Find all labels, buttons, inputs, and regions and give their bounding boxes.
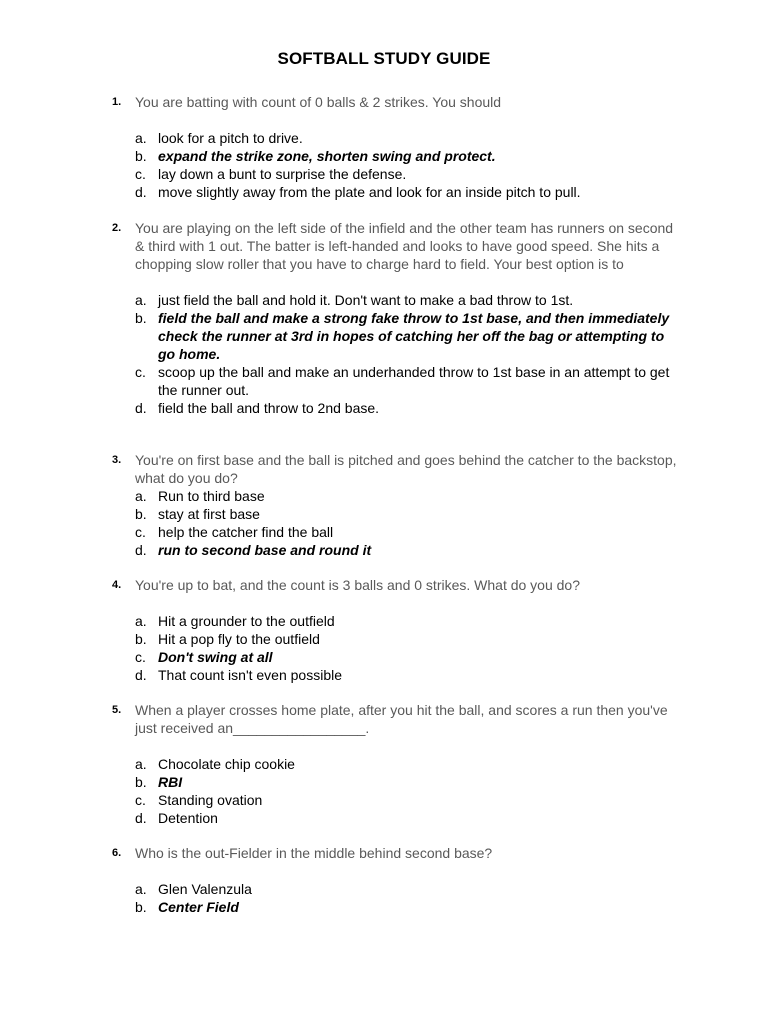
option-c bbox=[135, 523, 682, 541]
option-c bbox=[135, 791, 682, 809]
question-number: 2. bbox=[112, 222, 122, 234]
option-text: run to second base and round it bbox=[158, 542, 372, 558]
option-letter: b. bbox=[135, 631, 147, 647]
option-text: Hit a pop fly to the outfield bbox=[158, 631, 320, 647]
option-letter: c. bbox=[135, 364, 146, 380]
option-text: Glen Valenzula bbox=[158, 881, 252, 897]
option-a bbox=[135, 880, 682, 898]
option-a bbox=[135, 291, 682, 309]
option-letter: c. bbox=[135, 166, 146, 182]
question-text: You're up to bat, and the count is 3 balls and 0 strikes. What do you do? bbox=[135, 577, 580, 593]
page-title: SOFTBALL STUDY GUIDE bbox=[277, 49, 491, 68]
option-text: Standing ovation bbox=[158, 792, 263, 808]
option-a bbox=[135, 755, 682, 773]
option-text: Hit a grounder to the outfield bbox=[158, 613, 335, 629]
option-text: just field the ball and hold it. Don't want to make a bad throw to 1st. bbox=[158, 292, 574, 308]
option-a bbox=[135, 487, 682, 505]
option-text: scoop up the ball and make an underhanded throw to 1st base in an attempt to get the runner out. bbox=[158, 364, 670, 398]
option-letter: a. bbox=[135, 613, 147, 629]
question-text: When a player crosses home plate, after you hit the ball, and scores a run then you've just received an_________________. bbox=[135, 702, 668, 736]
answer-options bbox=[135, 487, 682, 559]
option-c bbox=[135, 165, 682, 183]
answer-options bbox=[135, 129, 682, 201]
question-5 bbox=[112, 701, 682, 827]
answer-options bbox=[135, 291, 682, 417]
option-b-correct bbox=[135, 898, 682, 916]
option-b bbox=[135, 505, 682, 523]
question-2 bbox=[112, 219, 682, 417]
option-b-correct bbox=[135, 147, 682, 165]
option-d bbox=[135, 809, 682, 827]
question-number: 1. bbox=[112, 96, 122, 108]
answer-options bbox=[135, 755, 682, 827]
option-b bbox=[135, 630, 682, 648]
answer-options bbox=[135, 612, 682, 684]
option-letter: d. bbox=[135, 184, 147, 200]
option-letter: a. bbox=[135, 130, 147, 146]
option-letter: a. bbox=[135, 756, 147, 772]
option-b-correct bbox=[135, 309, 682, 363]
question-number: 6. bbox=[112, 847, 122, 859]
option-text: Don't swing at all bbox=[158, 649, 273, 665]
option-letter: d. bbox=[135, 810, 147, 826]
option-letter: b. bbox=[135, 148, 147, 164]
option-text: That count isn't even possible bbox=[158, 667, 343, 683]
option-letter: b. bbox=[135, 899, 147, 915]
option-letter: a. bbox=[135, 292, 147, 308]
option-d bbox=[135, 399, 682, 417]
option-text: field the ball and throw to 2nd base. bbox=[158, 400, 380, 416]
option-text: Chocolate chip cookie bbox=[158, 756, 295, 772]
option-text: stay at first base bbox=[158, 506, 260, 522]
option-d-correct bbox=[135, 541, 682, 559]
option-b-correct bbox=[135, 773, 682, 791]
question-number: 3. bbox=[112, 454, 122, 466]
question-text: You're on first base and the ball is pitched and goes behind the catcher to the backstop, what do you do? bbox=[135, 452, 677, 486]
question-6 bbox=[112, 844, 682, 916]
option-c-correct bbox=[135, 648, 682, 666]
option-c bbox=[135, 363, 682, 399]
option-letter: a. bbox=[135, 881, 147, 897]
option-text: move slightly away from the plate and look for an inside pitch to pull. bbox=[158, 184, 581, 200]
question-number: 4. bbox=[112, 579, 122, 591]
option-text: help the catcher find the ball bbox=[158, 524, 334, 540]
question-number: 5. bbox=[112, 704, 122, 716]
option-text: lay down a bunt to surprise the defense. bbox=[158, 166, 407, 182]
option-text: Center Field bbox=[158, 899, 239, 915]
option-letter: d. bbox=[135, 542, 147, 558]
option-letter: a. bbox=[135, 488, 147, 504]
option-d bbox=[135, 666, 682, 684]
option-text: Run to third base bbox=[158, 488, 265, 504]
option-text: Detention bbox=[158, 810, 218, 826]
question-text: Who is the out-Fielder in the middle behind second base? bbox=[135, 845, 493, 861]
option-letter: c. bbox=[135, 649, 146, 665]
option-letter: c. bbox=[135, 792, 146, 808]
option-d bbox=[135, 183, 682, 201]
option-letter: b. bbox=[135, 506, 147, 522]
option-letter: c. bbox=[135, 524, 146, 540]
option-text: field the ball and make a strong fake throw to 1st base, and then immediately check the runner at 3rd in hopes of catching her off the bag or attempting to go home. bbox=[158, 310, 670, 362]
option-letter: d. bbox=[135, 400, 147, 416]
question-4 bbox=[112, 576, 682, 684]
question-3 bbox=[112, 451, 682, 559]
option-a bbox=[135, 612, 682, 630]
option-letter: d. bbox=[135, 667, 147, 683]
option-text: RBI bbox=[158, 774, 183, 790]
option-a bbox=[135, 129, 682, 147]
option-letter: b. bbox=[135, 310, 147, 326]
question-1 bbox=[112, 93, 682, 201]
answer-options bbox=[135, 880, 682, 916]
option-text: expand the strike zone, shorten swing and protect. bbox=[158, 148, 496, 164]
question-text: You are playing on the left side of the infield and the other team has runners on second & third with 1 out. The batter is left-handed and looks to have good speed. She hits a chopping slow roller that you have to charge hard to field. Your best option is to bbox=[135, 220, 674, 272]
question-text: You are batting with count of 0 balls & 2 strikes. You should bbox=[135, 94, 502, 110]
option-letter: b. bbox=[135, 774, 147, 790]
option-text: look for a pitch to drive. bbox=[158, 130, 303, 146]
